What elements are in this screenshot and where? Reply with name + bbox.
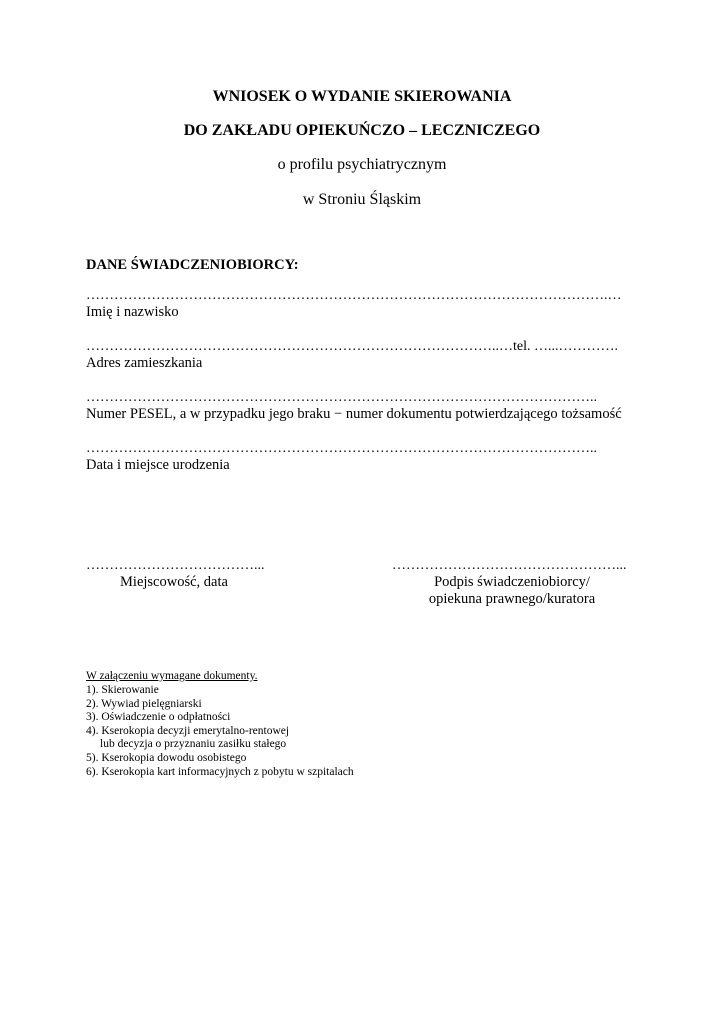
- attachment-item: 2). Wywiad pielęgniarski: [86, 697, 202, 710]
- attachments-title: W załączeniu wymagane dokumenty.: [86, 670, 258, 682]
- attachment-item: 4). Kserokopia decyzji emerytalno-rentowej: [86, 724, 290, 737]
- section-heading: DANE ŚWIADCZENIOBIORCY:: [86, 257, 299, 273]
- attachment-item: 6). Kserokopia kart informacyjnych z pobytu w szpitalach: [86, 765, 354, 778]
- attachment-item: 5). Kserokopia dowodu osobistego: [86, 751, 247, 764]
- field-birth-label: Data i miejsce urodzenia: [86, 457, 230, 473]
- attachments-list: [86, 684, 354, 779]
- field-address-dots[interactable]: ……………………………………………………………………………..…tel. …...………….: [86, 339, 618, 354]
- field-pesel-label: Numer PESEL, a w przypadku jego braku − numer dokumentu potwierdzającego tożsamość: [86, 406, 622, 422]
- place-date-label: Miejscowość, data: [120, 574, 228, 590]
- document-title-line1: WNIOSEK O WYDANIE SKIEROWANIA: [212, 88, 512, 105]
- signature-label-line2: opiekuna prawnego/kuratora: [428, 591, 596, 607]
- document-subtitle-line2: w Stroniu Śląskim: [302, 191, 422, 208]
- attachment-item: 1). Skierowanie: [86, 684, 159, 696]
- document-subtitle-line1: o profilu psychiatrycznym: [277, 156, 447, 173]
- field-address-label: Adres zamieszkania: [86, 355, 203, 371]
- field-name-dots[interactable]: ………………………………………………………………………………………………….…: [86, 288, 622, 303]
- signature-dots[interactable]: …………………………………………...: [392, 558, 627, 573]
- signature-label-line1: Podpis świadczeniobiorcy/: [434, 574, 590, 590]
- attachment-item-continuation: lub decyzja o przyznaniu zasiłku stałego: [100, 738, 287, 751]
- field-birth-dots[interactable]: ………………………………………………………………………………………………..: [86, 441, 597, 456]
- field-pesel-dots[interactable]: ………………………………………………………………………………………………..: [86, 390, 597, 405]
- field-name-label: Imię i nazwisko: [86, 304, 179, 320]
- attachment-item: 3). Oświadczenie o odpłatności: [86, 711, 231, 724]
- place-date-dots[interactable]: ………………………………...: [86, 558, 265, 573]
- document-title-line2: DO ZAKŁADU OPIEKUŃCZO – LECZNICZEGO: [183, 122, 541, 139]
